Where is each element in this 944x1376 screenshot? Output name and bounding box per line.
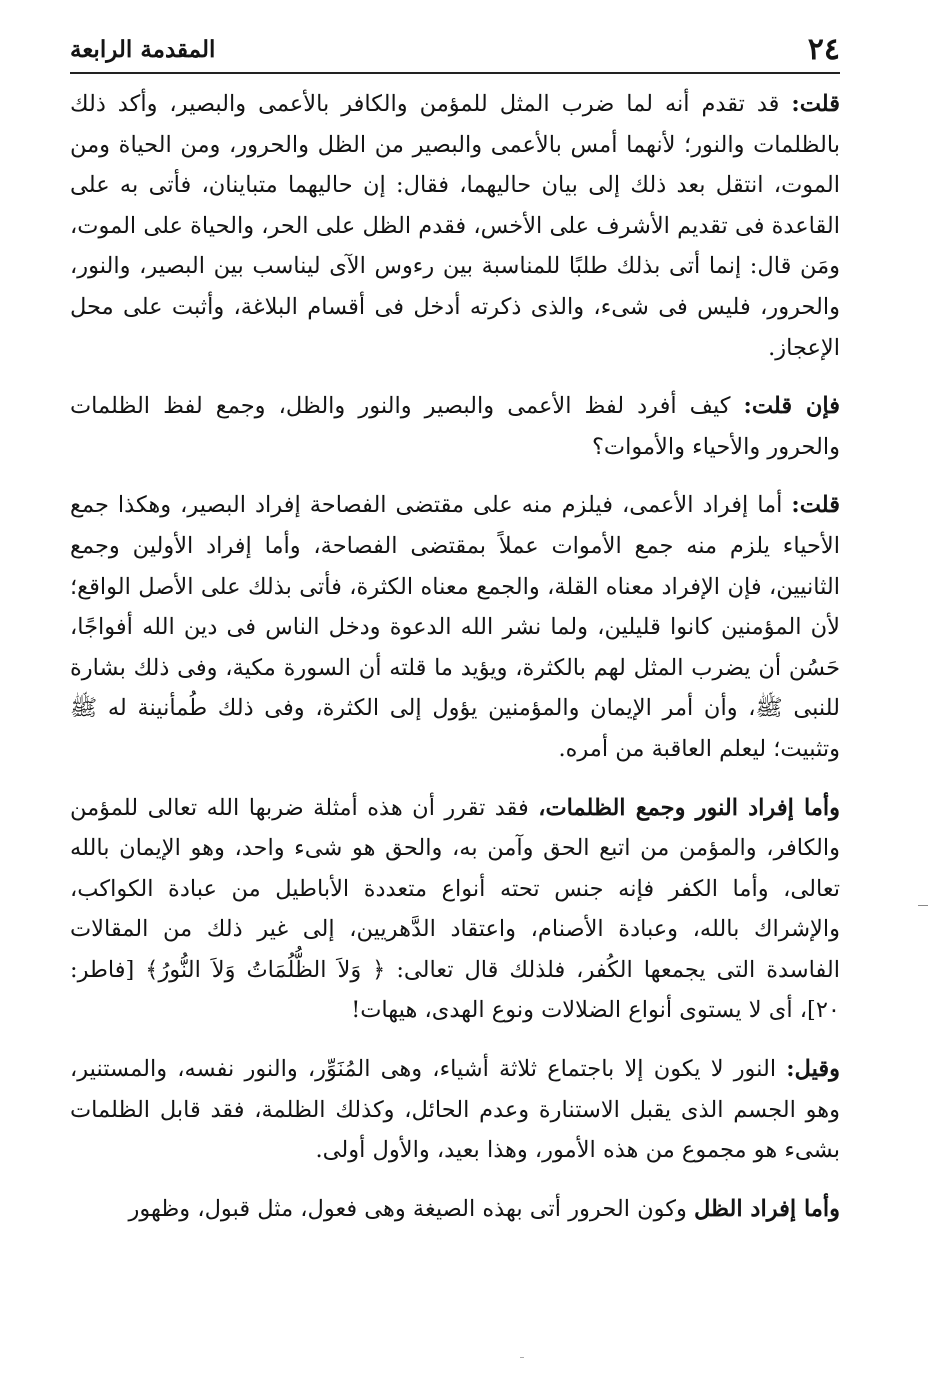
paragraph-lead: وأما إفراد النور وجمع الظلمات،: [538, 794, 840, 821]
paragraph: [70, 1189, 840, 1230]
paragraph: [70, 1049, 840, 1171]
paragraph: [70, 386, 840, 467]
paragraph-text: النور لا يكون إلا باجتماع ثلاثة أشياء، وهى المُنَوِّر، والنور نفسه، والمستنير، وهو الجسم الذى يقبل الاستنارة وعدم الحائل، وكذلك الظلمة، فقد قابل الظلمات بشىء هو مجموع من هذه الأمور، وهذا بعيد، والأول أولى.: [70, 1056, 840, 1164]
paragraph: [70, 788, 840, 1032]
page-body: [70, 84, 840, 1247]
paragraph-text: فقد تقرر أن هذه أمثلة ضربها الله تعالى للمؤمن والكافر، والمؤمن من اتبع الحق وآمن به، والحق هو شىء واحد، وهو الإيمان بالله تعالى، وأما الكفر فإنه جنس تحته أنواع متعددة الأباطيل من عبادة الكواكب، والإشراك بالله، وعبادة الأصنام، واعتقاد الدَّهريين، إلى غير ذلك من المقالات الفاسدة التى يجمعها الكُفر، فلذلك قال تعالى: ﴿ وَلاَ الظُّلُمَاتُ وَلاَ النُّورُ﴾ [فاطر: ٢٠]، أى لا يستوى أنواع الضلالات ونوع الهدى، هيهات!: [70, 794, 840, 1024]
page-number: ٢٤: [807, 32, 840, 67]
paragraph-text: قد تقدم أنه لما ضرب المثل للمؤمن والكافر بالأعمى والبصير، وأكد ذلك بالظلمات والنور؛ لأنهما أمس بالأعمى والبصير من الظل والحرور، ومن الحياة ومن الموت، انتقل بعد ذلك إلى بيان حاليهما، فقال: إن حاليهما متباينان، فأتى به على القاعدة فى تقديم الأشرف على الأخس، فقدم الظل على الحر، والحياة على الموت، ومَن قال: إنما أتى بذلك طلبًا للمناسبة بين رءوس الآى ليناسب بين البصير، والنور، والحرور، فليس فى شىء، والذى ذكرته أدخل فى أقسام البلاغة، وأثبت على محل الإعجاز.: [70, 91, 840, 361]
paragraph: [70, 84, 840, 368]
page-header: [70, 28, 840, 74]
paragraph: [70, 485, 840, 769]
paragraph-lead: قلت:: [791, 91, 840, 117]
scan-mark: [520, 1357, 524, 1358]
paragraph-lead: وقيل:: [786, 1056, 840, 1083]
running-title: المقدمة الرابعة: [70, 36, 216, 63]
paragraph-lead: قلت:: [791, 492, 840, 519]
paragraph-text: وكون الحرور أتى بهذه الصيغة وهى فعول، مثل قبول، وظهور: [128, 1195, 694, 1222]
paragraph-text: أما إفراد الأعمى، فيلزم منه على مقتضى الفصاحة إفراد البصير، وهكذا جمع الأحياء يلزم منه جمع الأموات عملاً بمقتضى الفصاحة، وأما إفراد الأولين وجمع الثانيين، فإن الإفراد معناه القلة، والجمع معناه الكثرة، فأتى بذلك على الأصل الواقع؛ لأن المؤمنين كانوا قليلين، ولما نشر الله الدعوة ودخل الناس فى دين الله أفواجًا، حَسُن أن يضرب المثل لهم بالكثرة، ويؤيد ما قلته أن السورة مكية، وفى ذلك بشارة للنبى ﷺ، وأن أمر الإيمان والمؤمنين يؤول إلى الكثرة، وفى ذلك طُمأنينة له ﷺ وتثبيت؛ ليعلم العاقبة من أمره.: [70, 492, 840, 762]
paragraph-lead: فإن قلت:: [743, 393, 840, 420]
scan-mark: [918, 905, 928, 906]
paragraph-text: كيف أفرد لفظ الأعمى والبصير والنور والظل، وجمع لفظ الظلمات والحرور والأحياء والأموات؟: [70, 393, 840, 460]
paragraph-lead: وأما إفراد الظل: [694, 1195, 840, 1222]
